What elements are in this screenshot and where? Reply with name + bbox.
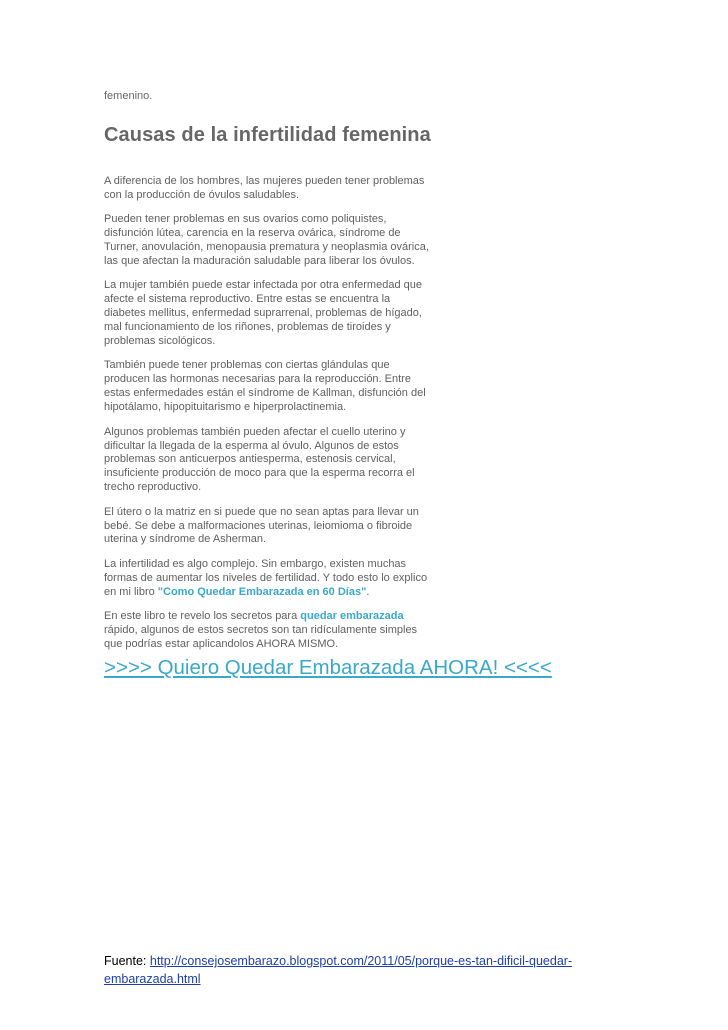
paragraph-8-text: En este libro te revelo los secretos para xyxy=(104,610,301,623)
paragraph-6: El útero o la matriz en si puede que no sean aptas para llevar un bebé. Se debe a malformaciones uterinas, leiomioma o fibroide uterina y síndrome de Asherman. xyxy=(104,505,419,546)
quedar-embarazada-link[interactable]: quedar embarazada xyxy=(300,610,404,623)
source-citation xyxy=(104,952,594,988)
article-body xyxy=(104,175,434,662)
paragraph-8-end: rápido, algunos de estos secretos son tan ridículamente simples que podrías estar aplicandolos AHORA MISMO. xyxy=(104,623,418,650)
paragraph-8 xyxy=(104,610,434,652)
source-url-link[interactable]: http://consejosembarazo.blogspot.com/2011/05/porque-es-tan-dificil-quedar-embarazada.html xyxy=(104,954,573,986)
paragraph-7-end: . xyxy=(366,585,370,598)
paragraph-3: La mujer también puede estar infectada por otra enfermedad que afecte el sistema reproductivo. Entre estas se encuentra la diabetes mellitus, enfermedad suprarrenal, problemas de hígado, mal funcionamiento de los riñones, problemas de tiroides y problemas sicológicos. xyxy=(104,279,422,348)
paragraph-4: También puede tener problemas con ciertas glándulas que producen las hormonas necesarias para la reproducción. Entre estas enfermedades están el síndrome de Kallman, disfunción del hipotálamo, hipopituitarismo e hiperprolactinemia. xyxy=(104,359,426,414)
source-label: Fuente: xyxy=(104,954,150,968)
cta-link[interactable]: >>>> Quiero Quedar Embarazada AHORA! <<<< xyxy=(104,656,552,679)
paragraph-5: Algunos problemas también pueden afectar el cuello uterino y dificultar la llegada de la esperma al óvulo. Algunos de estos problemas son anticuerpos antiesperma, estenosis cervical, insuficiente producción de moco para que la esperma recorra el trecho reproductivo. xyxy=(104,425,415,494)
book-title-link[interactable]: "Como Quedar Embarazada en 60 Días" xyxy=(157,585,367,598)
paragraph-1: A diferencia de los hombres, las mujeres pueden tener problemas con la producción de óvulos saludables. xyxy=(104,175,425,201)
paragraph-2: Pueden tener problemas en sus ovarios como poliquistes, disfunción lútea, carencia en la reserva ovárica, síndrome de Turner, anovulación, menopausia prematura y neoplasmia ovárica, las que afectan la maduración saludable para liberar los óvulos. xyxy=(104,213,429,268)
paragraph-7 xyxy=(104,558,434,600)
intro-fragment: femenino. xyxy=(104,90,153,102)
paragraph-7-text: La infertilidad es algo complejo. Sin embargo, existen muchas formas de aumentar los niveles de fertilidad. Y todo esto lo explico en mi libro xyxy=(104,557,428,598)
section-heading: Causas de la infertilidad femenina xyxy=(104,124,431,146)
